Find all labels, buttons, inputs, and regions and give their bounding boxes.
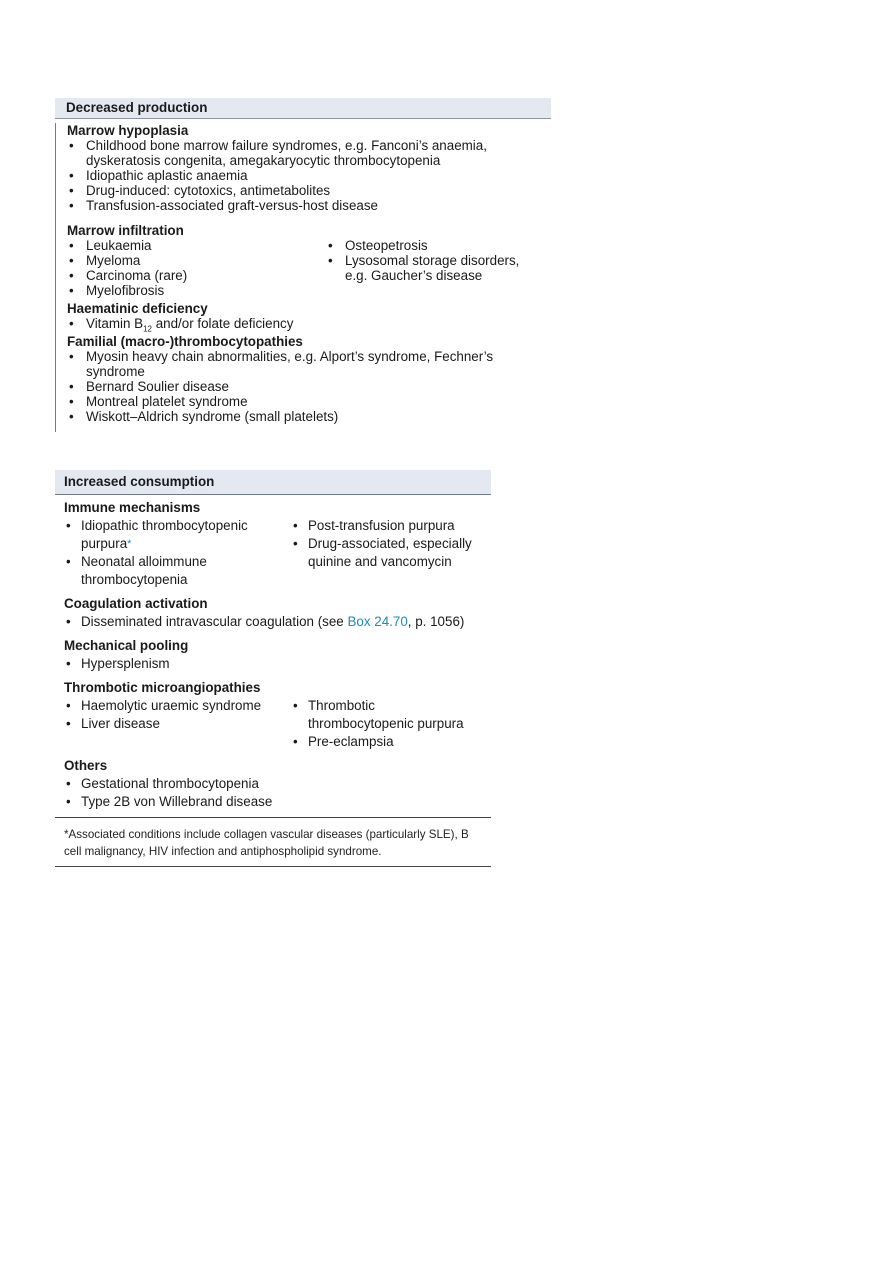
footnote-marker[interactable]: * bbox=[127, 538, 132, 550]
list-item: • Myosin heavy chain abnormalities, e.g. Alport’s syndrome, Fechner’s syndrome bbox=[67, 349, 551, 379]
marrow-infiltration-left-list bbox=[67, 238, 326, 298]
mechanical-pooling-title: Mechanical pooling bbox=[64, 638, 189, 653]
list-item: • Lysosomal storage disorders, e.g. Gaucher’s disease bbox=[326, 253, 536, 283]
list-item: • Hypersplenism bbox=[64, 655, 491, 673]
increased-consumption-header: Increased consumption bbox=[55, 470, 491, 495]
immune-mechanisms-columns bbox=[64, 517, 491, 589]
list-item: • Myelofibrosis bbox=[67, 283, 326, 298]
others-title: Others bbox=[64, 758, 108, 773]
increased-consumption-box bbox=[55, 470, 491, 867]
immune-mechanisms-right-list bbox=[291, 517, 481, 589]
vitamin-text: Vitamin B bbox=[86, 316, 144, 331]
list-item: • Osteopetrosis bbox=[326, 238, 536, 253]
list-item: • Carcinoma (rare) bbox=[67, 268, 326, 283]
list-item bbox=[67, 316, 551, 334]
itp-text: Idiopathic thrombocytopenic purpura bbox=[81, 518, 248, 551]
list-item: • Thrombotic thrombocytopenic purpura bbox=[291, 697, 481, 733]
marrow-hypoplasia-list bbox=[67, 138, 551, 213]
marrow-infiltration-columns bbox=[67, 238, 551, 298]
immune-mechanisms-left-list bbox=[64, 517, 291, 589]
familial-thrombocytopathies-list bbox=[67, 349, 551, 424]
dic-text: Disseminated intravascular coagulation (see bbox=[81, 614, 348, 629]
haematinic-deficiency-list bbox=[67, 316, 551, 334]
list-item: • Idiopathic aplastic anaemia bbox=[67, 168, 551, 183]
list-item: • Myeloma bbox=[67, 253, 326, 268]
marrow-infiltration-right-list bbox=[326, 238, 536, 298]
others-list bbox=[64, 775, 491, 811]
increased-consumption-body bbox=[55, 499, 491, 817]
dic-page-text: , p. 1056) bbox=[407, 614, 465, 629]
marrow-hypoplasia-title: Marrow hypoplasia bbox=[67, 123, 189, 138]
list-item: • Post-transfusion purpura bbox=[291, 517, 481, 535]
coagulation-activation-title: Coagulation activation bbox=[64, 596, 208, 611]
vitamin-subscript: 12 bbox=[143, 324, 152, 334]
thrombotic-microangiopathies-columns bbox=[64, 697, 491, 751]
haematinic-deficiency-title: Haematinic deficiency bbox=[67, 301, 208, 316]
list-item: • Pre-eclampsia bbox=[291, 733, 481, 751]
list-item: • Montreal platelet syndrome bbox=[67, 394, 551, 409]
list-item: • Liver disease bbox=[64, 715, 291, 733]
list-item: • Bernard Soulier disease bbox=[67, 379, 551, 394]
list-item: • Gestational thrombocytopenia bbox=[64, 775, 491, 793]
immune-mechanisms-title: Immune mechanisms bbox=[64, 500, 201, 515]
list-item: • Childhood bone marrow failure syndromes, e.g. Fanconi’s anaemia, dyskeratosis congenita, amegakaryocytic thrombocytopenia bbox=[67, 138, 551, 168]
decreased-production-header: Decreased production bbox=[55, 98, 551, 119]
decreased-production-box bbox=[55, 98, 551, 432]
coagulation-activation-list bbox=[64, 613, 491, 631]
vitamin-text-rest: and/or folate deficiency bbox=[151, 316, 294, 331]
list-item: • Wiskott–Aldrich syndrome (small platelets) bbox=[67, 409, 551, 424]
footnote: *Associated conditions include collagen vascular diseases (particularly SLE), B cell malignancy, HIV infection and antiphospholipid syndrome. bbox=[55, 817, 491, 867]
list-item: • Leukaemia bbox=[67, 238, 326, 253]
list-item bbox=[64, 613, 491, 631]
familial-thrombocytopathies-title: Familial (macro-)thrombocytopathies bbox=[67, 334, 303, 349]
box-reference-link[interactable]: Box 24.70 bbox=[347, 614, 408, 629]
thrombotic-right-list bbox=[291, 697, 481, 751]
list-item: • Drug-induced: cytotoxics, antimetabolites bbox=[67, 183, 551, 198]
list-item bbox=[64, 517, 291, 553]
marrow-infiltration-title: Marrow infiltration bbox=[67, 223, 184, 238]
list-item: • Neonatal alloimmune thrombocytopenia bbox=[64, 553, 291, 589]
thrombotic-left-list bbox=[64, 697, 291, 751]
list-item: • Transfusion-associated graft-versus-host disease bbox=[67, 198, 551, 213]
list-item: • Drug-associated, especially quinine and vancomycin bbox=[291, 535, 481, 571]
decreased-production-body bbox=[55, 123, 551, 432]
thrombotic-microangiopathies-title: Thrombotic microangiopathies bbox=[64, 680, 261, 695]
list-item: • Haemolytic uraemic syndrome bbox=[64, 697, 291, 715]
mechanical-pooling-list bbox=[64, 655, 491, 673]
list-item: • Type 2B von Willebrand disease bbox=[64, 793, 491, 811]
